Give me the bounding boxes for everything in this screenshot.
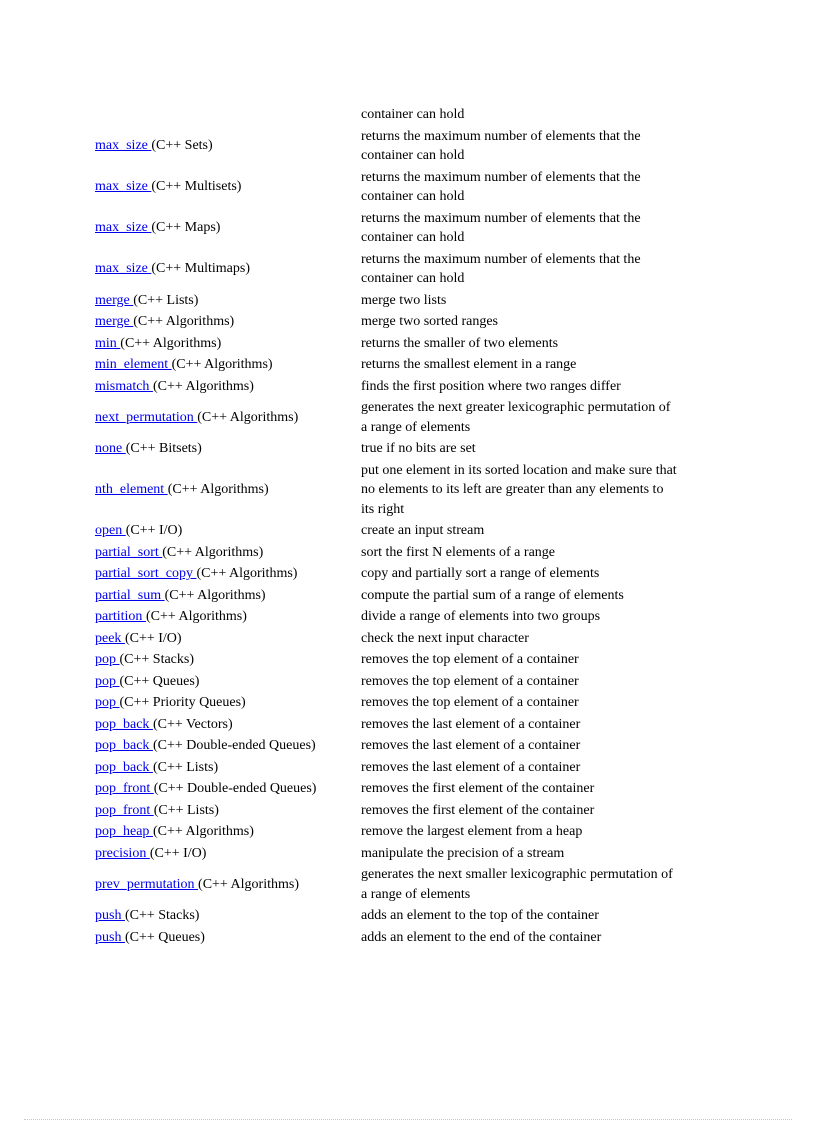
entry-context: (C++ Algorithms): [120, 335, 222, 351]
entry-context: (C++ Algorithms): [145, 609, 247, 624]
entry-context: (C++ Algorithms): [197, 409, 299, 425]
entry-term: [95, 693, 246, 713]
index-entry: [95, 564, 735, 584]
entry-context: (C++ Stacks): [124, 908, 200, 923]
entry-term: [95, 736, 316, 756]
entry-context: (C++ Algorithms): [167, 482, 269, 497]
entry-term: [95, 607, 247, 627]
description-line: manipulate the precision of a stream: [361, 845, 565, 861]
entry-description: [361, 607, 733, 627]
entry-description: [361, 693, 733, 713]
entry-term: [95, 875, 299, 895]
entry-term: [95, 480, 269, 500]
index-entry: [95, 715, 735, 735]
description-line: its right: [361, 501, 405, 517]
entry-term: [95, 177, 241, 197]
entry-context: (C++ Algorithms): [152, 378, 254, 394]
description-line: a range of elements: [361, 419, 471, 435]
index-entry: [95, 291, 735, 311]
entry-description: [361, 439, 733, 459]
entry-description: [361, 543, 733, 563]
entry-context: (C++ Algorithms): [133, 314, 235, 329]
description-line: merge two sorted ranges: [361, 314, 498, 329]
entry-term: [95, 408, 298, 428]
function-link[interactable]: partial_sort: [95, 544, 163, 560]
description-line: returns the smallest element in a range: [361, 357, 577, 372]
entry-term: [95, 758, 218, 778]
description-line: returns the maximum number of elements that the: [361, 210, 641, 226]
function-link[interactable]: max_size: [95, 179, 152, 195]
entry-description: [361, 355, 733, 375]
entry-context: (C++ I/O): [125, 523, 183, 538]
entry-context: (C++ Algorithms): [152, 824, 254, 839]
entry-term: [95, 355, 273, 375]
entry-context: (C++ Lists): [153, 802, 219, 818]
entry-term: [95, 586, 266, 606]
entry-description: [361, 715, 733, 735]
description-line: container can hold: [361, 230, 465, 245]
function-link[interactable]: none: [95, 441, 126, 456]
index-entry: [95, 607, 735, 627]
description-line: container can hold: [361, 107, 465, 122]
index-entry: [95, 586, 735, 606]
entry-term: [95, 564, 297, 584]
description-line: removes the top element of a container: [361, 673, 579, 689]
entry-description: [361, 758, 733, 778]
entry-term: [95, 779, 316, 799]
function-link[interactable]: precision: [95, 845, 150, 861]
index-entry: [95, 312, 735, 332]
function-link[interactable]: pop: [95, 673, 120, 689]
description-line: compute the partial sum of a range of elements: [361, 587, 624, 603]
index-entry: [95, 168, 735, 207]
entry-term: [95, 312, 234, 332]
function-link[interactable]: max_size: [95, 261, 152, 277]
description-line: returns the maximum number of elements that the: [361, 169, 641, 185]
entry-description: [361, 865, 733, 904]
index-entry: [95, 693, 735, 713]
entry-context: (C++ Algorithms): [171, 357, 273, 372]
function-link[interactable]: mismatch: [95, 378, 153, 394]
description-line: no elements to its left are greater than any elements to: [361, 482, 664, 497]
index-entry: [95, 355, 735, 375]
entry-description: [361, 461, 733, 520]
function-link[interactable]: min: [95, 335, 121, 351]
description-line: returns the maximum number of elements that the: [361, 128, 641, 144]
index-entry: [95, 779, 735, 799]
function-link[interactable]: open: [95, 523, 126, 538]
description-line: removes the top element of a container: [361, 652, 579, 667]
entry-term: [95, 629, 182, 649]
description-line: container can hold: [361, 189, 465, 204]
function-link[interactable]: pop_back: [95, 759, 153, 775]
entry-description: [361, 564, 733, 584]
function-link[interactable]: merge: [95, 314, 134, 329]
entry-context: (C++ Double-ended Queues): [153, 781, 317, 796]
entry-context: (C++ Maps): [151, 220, 221, 236]
function-link[interactable]: max_size: [95, 220, 152, 236]
page-bottom-rule: [24, 1119, 792, 1120]
entry-context: (C++ Sets): [151, 138, 213, 154]
entry-context: (C++ Priority Queues): [119, 695, 246, 710]
function-link[interactable]: merge: [95, 292, 134, 308]
entry-context: (C++ Queues): [124, 929, 205, 945]
entry-context: (C++ Queues): [119, 673, 200, 689]
function-link[interactable]: push: [95, 908, 125, 923]
index-entry: [95, 521, 735, 541]
entry-context: (C++ Algorithms): [196, 566, 298, 581]
entry-term: [95, 928, 205, 948]
entry-description: [361, 629, 733, 649]
index-entry: [95, 334, 735, 354]
description-line: finds the first position where two ranges differ: [361, 378, 621, 394]
description-line: sort the first N elements of a range: [361, 544, 555, 560]
index-entry: [95, 928, 735, 948]
index-entry: [95, 629, 735, 649]
description-line: true if no bits are set: [361, 441, 476, 456]
entry-description: [361, 250, 733, 289]
index-entry: [95, 906, 735, 926]
description-line: adds an element to the end of the container: [361, 929, 602, 945]
entry-context: (C++ Algorithms): [162, 544, 264, 560]
description-line: generates the next greater lexicographic permutation of: [361, 400, 671, 415]
entry-context: (C++ I/O): [124, 630, 182, 646]
entry-context: (C++ Lists): [152, 759, 219, 775]
function-link[interactable]: partial_sum: [95, 587, 165, 603]
function-link[interactable]: pop_back: [95, 738, 153, 753]
entry-term: [95, 259, 250, 279]
description-line: removes the first element of the container: [361, 781, 595, 796]
description-line: removes the top element of a container: [361, 695, 579, 710]
index-entry: [95, 758, 735, 778]
entry-description: [361, 822, 733, 842]
function-link[interactable]: partial_sort_copy: [95, 566, 197, 581]
index-entry: [95, 672, 735, 692]
index-entry: [95, 127, 735, 166]
description-line: divide a range of elements into two groups: [361, 609, 601, 624]
index-entry: [95, 865, 735, 904]
entry-context: (C++ Algorithms): [198, 876, 299, 892]
entry-description: [361, 291, 733, 311]
entry-description: [361, 334, 733, 354]
entry-description: [361, 736, 733, 756]
description-line: removes the last element of a container: [361, 759, 581, 775]
entry-context: (C++ Lists): [133, 292, 199, 308]
index-entry: [95, 209, 735, 248]
entry-term: [95, 377, 254, 397]
description-line: generates the next smaller lexicographic permutation of: [361, 867, 673, 882]
function-link[interactable]: pop_back: [95, 716, 153, 732]
description-line: container can hold: [361, 271, 465, 286]
entry-description: [361, 127, 733, 166]
function-link[interactable]: peek: [95, 630, 125, 646]
entry-description: [361, 672, 733, 692]
entry-description: [361, 209, 733, 248]
index-entry: [95, 844, 735, 864]
description-line: returns the maximum number of elements that the: [361, 251, 641, 267]
entry-term: [95, 291, 198, 311]
description-line: merge two lists: [361, 292, 447, 308]
function-link[interactable]: pop_heap: [95, 824, 153, 839]
function-link[interactable]: next_permutation: [95, 409, 198, 425]
entry-term: [95, 439, 202, 459]
entry-description: [361, 844, 733, 864]
entry-term: [95, 715, 233, 735]
index-entry: [95, 822, 735, 842]
entry-description: [361, 398, 733, 437]
entry-context: (C++ I/O): [149, 845, 207, 861]
index-entry: [95, 543, 735, 563]
entry-context: (C++ Bitsets): [125, 441, 202, 456]
entry-description: [361, 377, 733, 397]
index-entry: [95, 801, 735, 821]
entry-context: (C++ Vectors): [152, 716, 233, 732]
entry-term: [95, 136, 213, 156]
function-link[interactable]: pop_front: [95, 781, 154, 796]
function-link[interactable]: max_size: [95, 138, 152, 154]
index-entry: [95, 461, 735, 520]
entry-description: [361, 906, 733, 926]
index-entry: [95, 377, 735, 397]
function-link[interactable]: prev_permutation: [95, 876, 199, 892]
description-line: removes the first element of the container: [361, 802, 595, 818]
index-entry: [95, 439, 735, 459]
entry-term: [95, 334, 221, 354]
entry-term: [95, 822, 254, 842]
description-line: removes the last element of a container: [361, 716, 581, 732]
function-link[interactable]: min_element: [95, 357, 172, 372]
entry-term: [95, 906, 199, 926]
entry-description: [361, 650, 733, 670]
function-link[interactable]: pop_front: [95, 802, 154, 818]
description-line: adds an element to the top of the container: [361, 908, 599, 923]
index-entry: [95, 250, 735, 289]
function-link[interactable]: partition: [95, 609, 146, 624]
entry-description: [361, 586, 733, 606]
entry-term: [95, 844, 206, 864]
function-link[interactable]: pop: [95, 695, 120, 710]
description-line: create an input stream: [361, 523, 485, 538]
description-line: copy and partially sort a range of elements: [361, 566, 600, 581]
index-entry: [95, 650, 735, 670]
entry-context: (C++ Stacks): [119, 652, 195, 667]
function-link[interactable]: pop: [95, 652, 120, 667]
entry-context: (C++ Double-ended Queues): [152, 738, 316, 753]
index-entry: [95, 398, 735, 437]
description-line: container can hold: [361, 148, 465, 163]
entry-term: [95, 650, 194, 670]
index-entry: [95, 736, 735, 756]
entry-description: [361, 801, 733, 821]
entry-term: [95, 801, 219, 821]
description-line: put one element in its sorted location and make sure that: [361, 462, 677, 478]
description-line: a range of elements: [361, 886, 471, 902]
entry-description: [361, 312, 733, 332]
entry-term: [95, 543, 263, 563]
entry-description: [361, 928, 733, 948]
description-line: check the next input character: [361, 630, 529, 646]
entry-description: [361, 168, 733, 207]
entry-context: (C++ Algorithms): [164, 587, 266, 603]
entry-term: [95, 672, 199, 692]
entry-term: [95, 218, 220, 238]
description-line: remove the largest element from a heap: [361, 824, 583, 839]
entry-description: [361, 779, 733, 799]
description-line: returns the smaller of two elements: [361, 335, 559, 351]
entry-term: [95, 521, 182, 541]
function-link[interactable]: push: [95, 929, 125, 945]
function-link[interactable]: nth_element: [95, 482, 168, 497]
entry-context: (C++ Multimaps): [151, 261, 250, 277]
entry-description: [361, 521, 733, 541]
description-line: removes the last element of a container: [361, 738, 581, 753]
entry-context: (C++ Multisets): [151, 179, 242, 195]
